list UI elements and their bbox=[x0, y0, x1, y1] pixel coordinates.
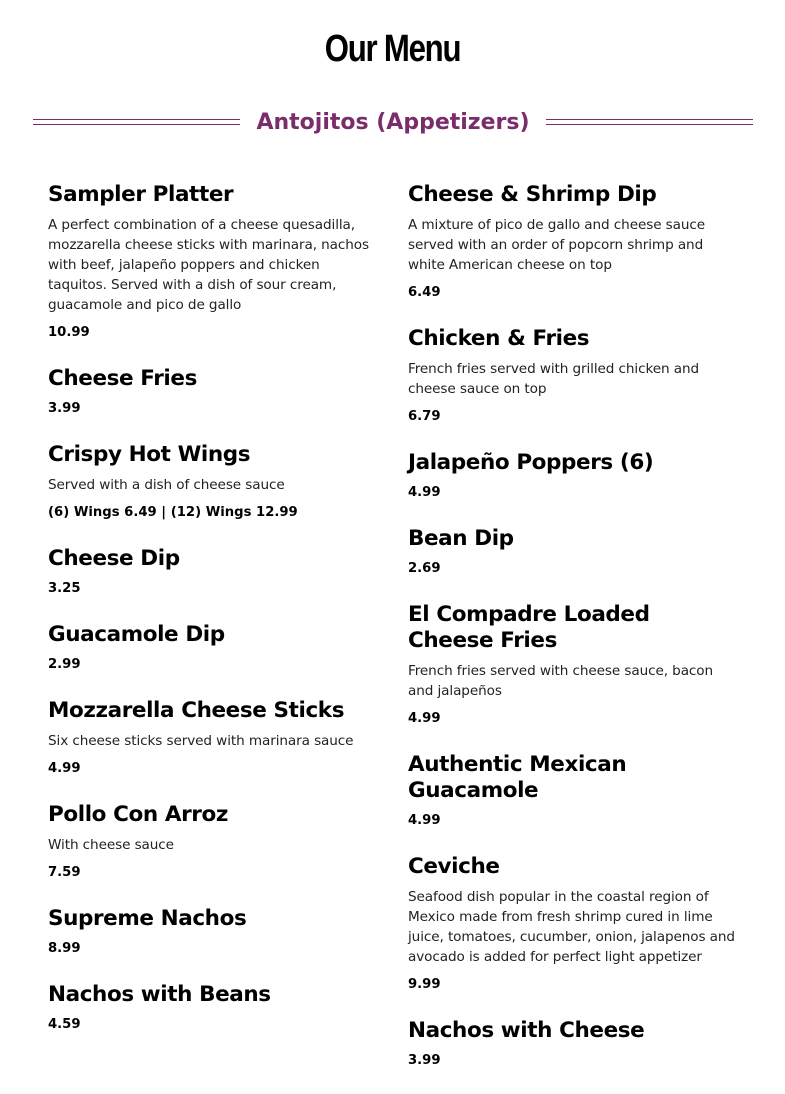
menu-item-price: (6) Wings 6.49 | (12) Wings 12.99 bbox=[48, 505, 298, 520]
menu-item bbox=[48, 906, 378, 959]
menu-item-name: Jalapeño Poppers (6) bbox=[408, 450, 654, 475]
menu-item bbox=[48, 442, 378, 523]
menu-item-description: With cheese sauce bbox=[48, 837, 174, 853]
menu-item-price: 2.99 bbox=[48, 657, 81, 672]
menu-item-description: Six cheese sticks served with marinara sauce bbox=[48, 733, 354, 749]
menu-item bbox=[408, 602, 738, 729]
menu-item-description: French fries served with grilled chicken and cheese sauce on top bbox=[408, 361, 700, 397]
menu-item-price: 8.99 bbox=[48, 941, 81, 956]
menu-item bbox=[48, 366, 378, 419]
menu-item-name: Cheese Dip bbox=[48, 546, 180, 571]
menu-item-price: 3.25 bbox=[48, 581, 81, 596]
menu-item-name: Cheese & Shrimp Dip bbox=[408, 182, 657, 207]
menu-item-price: 3.99 bbox=[48, 401, 81, 416]
menu-item-price: 2.69 bbox=[408, 561, 441, 576]
menu-item-price: 4.99 bbox=[48, 761, 81, 776]
menu-item-price: 4.99 bbox=[408, 485, 441, 500]
menu-item bbox=[48, 622, 378, 675]
menu-item bbox=[408, 326, 738, 427]
menu-item bbox=[48, 802, 378, 883]
menu-item-description: Served with a dish of cheese sauce bbox=[48, 477, 285, 493]
section-divider-right bbox=[546, 119, 753, 125]
menu-item bbox=[48, 182, 378, 343]
menu-item-description: French fries served with cheese sauce, bacon and jalapeños bbox=[408, 663, 714, 699]
menu-item-description: A mixture of pico de gallo and cheese sauce served with an order of popcorn shrimp and white American cheese on top bbox=[408, 217, 706, 273]
menu-item-price: 4.99 bbox=[408, 711, 441, 726]
menu-item-name: Bean Dip bbox=[408, 526, 514, 551]
menu-item-name: Guacamole Dip bbox=[48, 622, 225, 647]
menu-item bbox=[408, 752, 738, 831]
menu-item bbox=[48, 546, 378, 599]
menu-item-description: A perfect combination of a cheese quesadilla, mozzarella cheese sticks with marinara, nachos with beef, jalapeño poppers and chicken taquitos. Served with a dish of sour cream, guacamole and pico de gallo bbox=[48, 217, 369, 313]
menu-item-name: Authentic Mexican Guacamole bbox=[408, 752, 627, 803]
menu-item-name: Pollo Con Arroz bbox=[48, 802, 228, 827]
menu-item bbox=[408, 526, 738, 579]
menu-item bbox=[48, 698, 378, 779]
menu-item-price: 10.99 bbox=[48, 325, 90, 340]
menu-item-name: Cheese Fries bbox=[48, 366, 197, 391]
section-header bbox=[33, 104, 753, 140]
menu-column-right bbox=[408, 182, 738, 1094]
menu-item-description: Seafood dish popular in the coastal region of Mexico made from fresh shrimp cured in lime juice, tomatoes, cucumber, onion, jalapenos and avocado is added for perfect light appetizer bbox=[408, 889, 735, 965]
menu-item-name: El Compadre Loaded Cheese Fries bbox=[408, 602, 650, 653]
menu-item-name: Crispy Hot Wings bbox=[48, 442, 251, 467]
menu-item-price: 4.99 bbox=[408, 813, 441, 828]
page-title: Our Menu bbox=[324, 28, 461, 70]
section-title: Antojitos (Appetizers) bbox=[256, 109, 530, 135]
menu-item-name: Chicken & Fries bbox=[408, 326, 590, 351]
menu-item bbox=[48, 982, 378, 1035]
menu-item-price: 7.59 bbox=[48, 865, 81, 880]
menu-item bbox=[408, 450, 738, 503]
menu-item-price: 6.79 bbox=[408, 409, 441, 424]
section-divider-left bbox=[33, 119, 240, 125]
menu-item-price: 9.99 bbox=[408, 977, 441, 992]
menu-item-name: Nachos with Cheese bbox=[408, 1018, 645, 1043]
menu-item bbox=[408, 854, 738, 995]
menu-column-left bbox=[48, 182, 378, 1058]
menu-item bbox=[408, 1018, 738, 1071]
menu-item-price: 4.59 bbox=[48, 1017, 81, 1032]
menu-item-name: Mozzarella Cheese Sticks bbox=[48, 698, 345, 723]
menu-item-name: Ceviche bbox=[408, 854, 500, 879]
menu-item-name: Supreme Nachos bbox=[48, 906, 247, 931]
menu-item-name: Nachos with Beans bbox=[48, 982, 271, 1007]
menu-item-price: 6.49 bbox=[408, 285, 441, 300]
menu-item-price: 3.99 bbox=[408, 1053, 441, 1068]
menu-item-name: Sampler Platter bbox=[48, 182, 234, 207]
menu-item bbox=[408, 182, 738, 303]
